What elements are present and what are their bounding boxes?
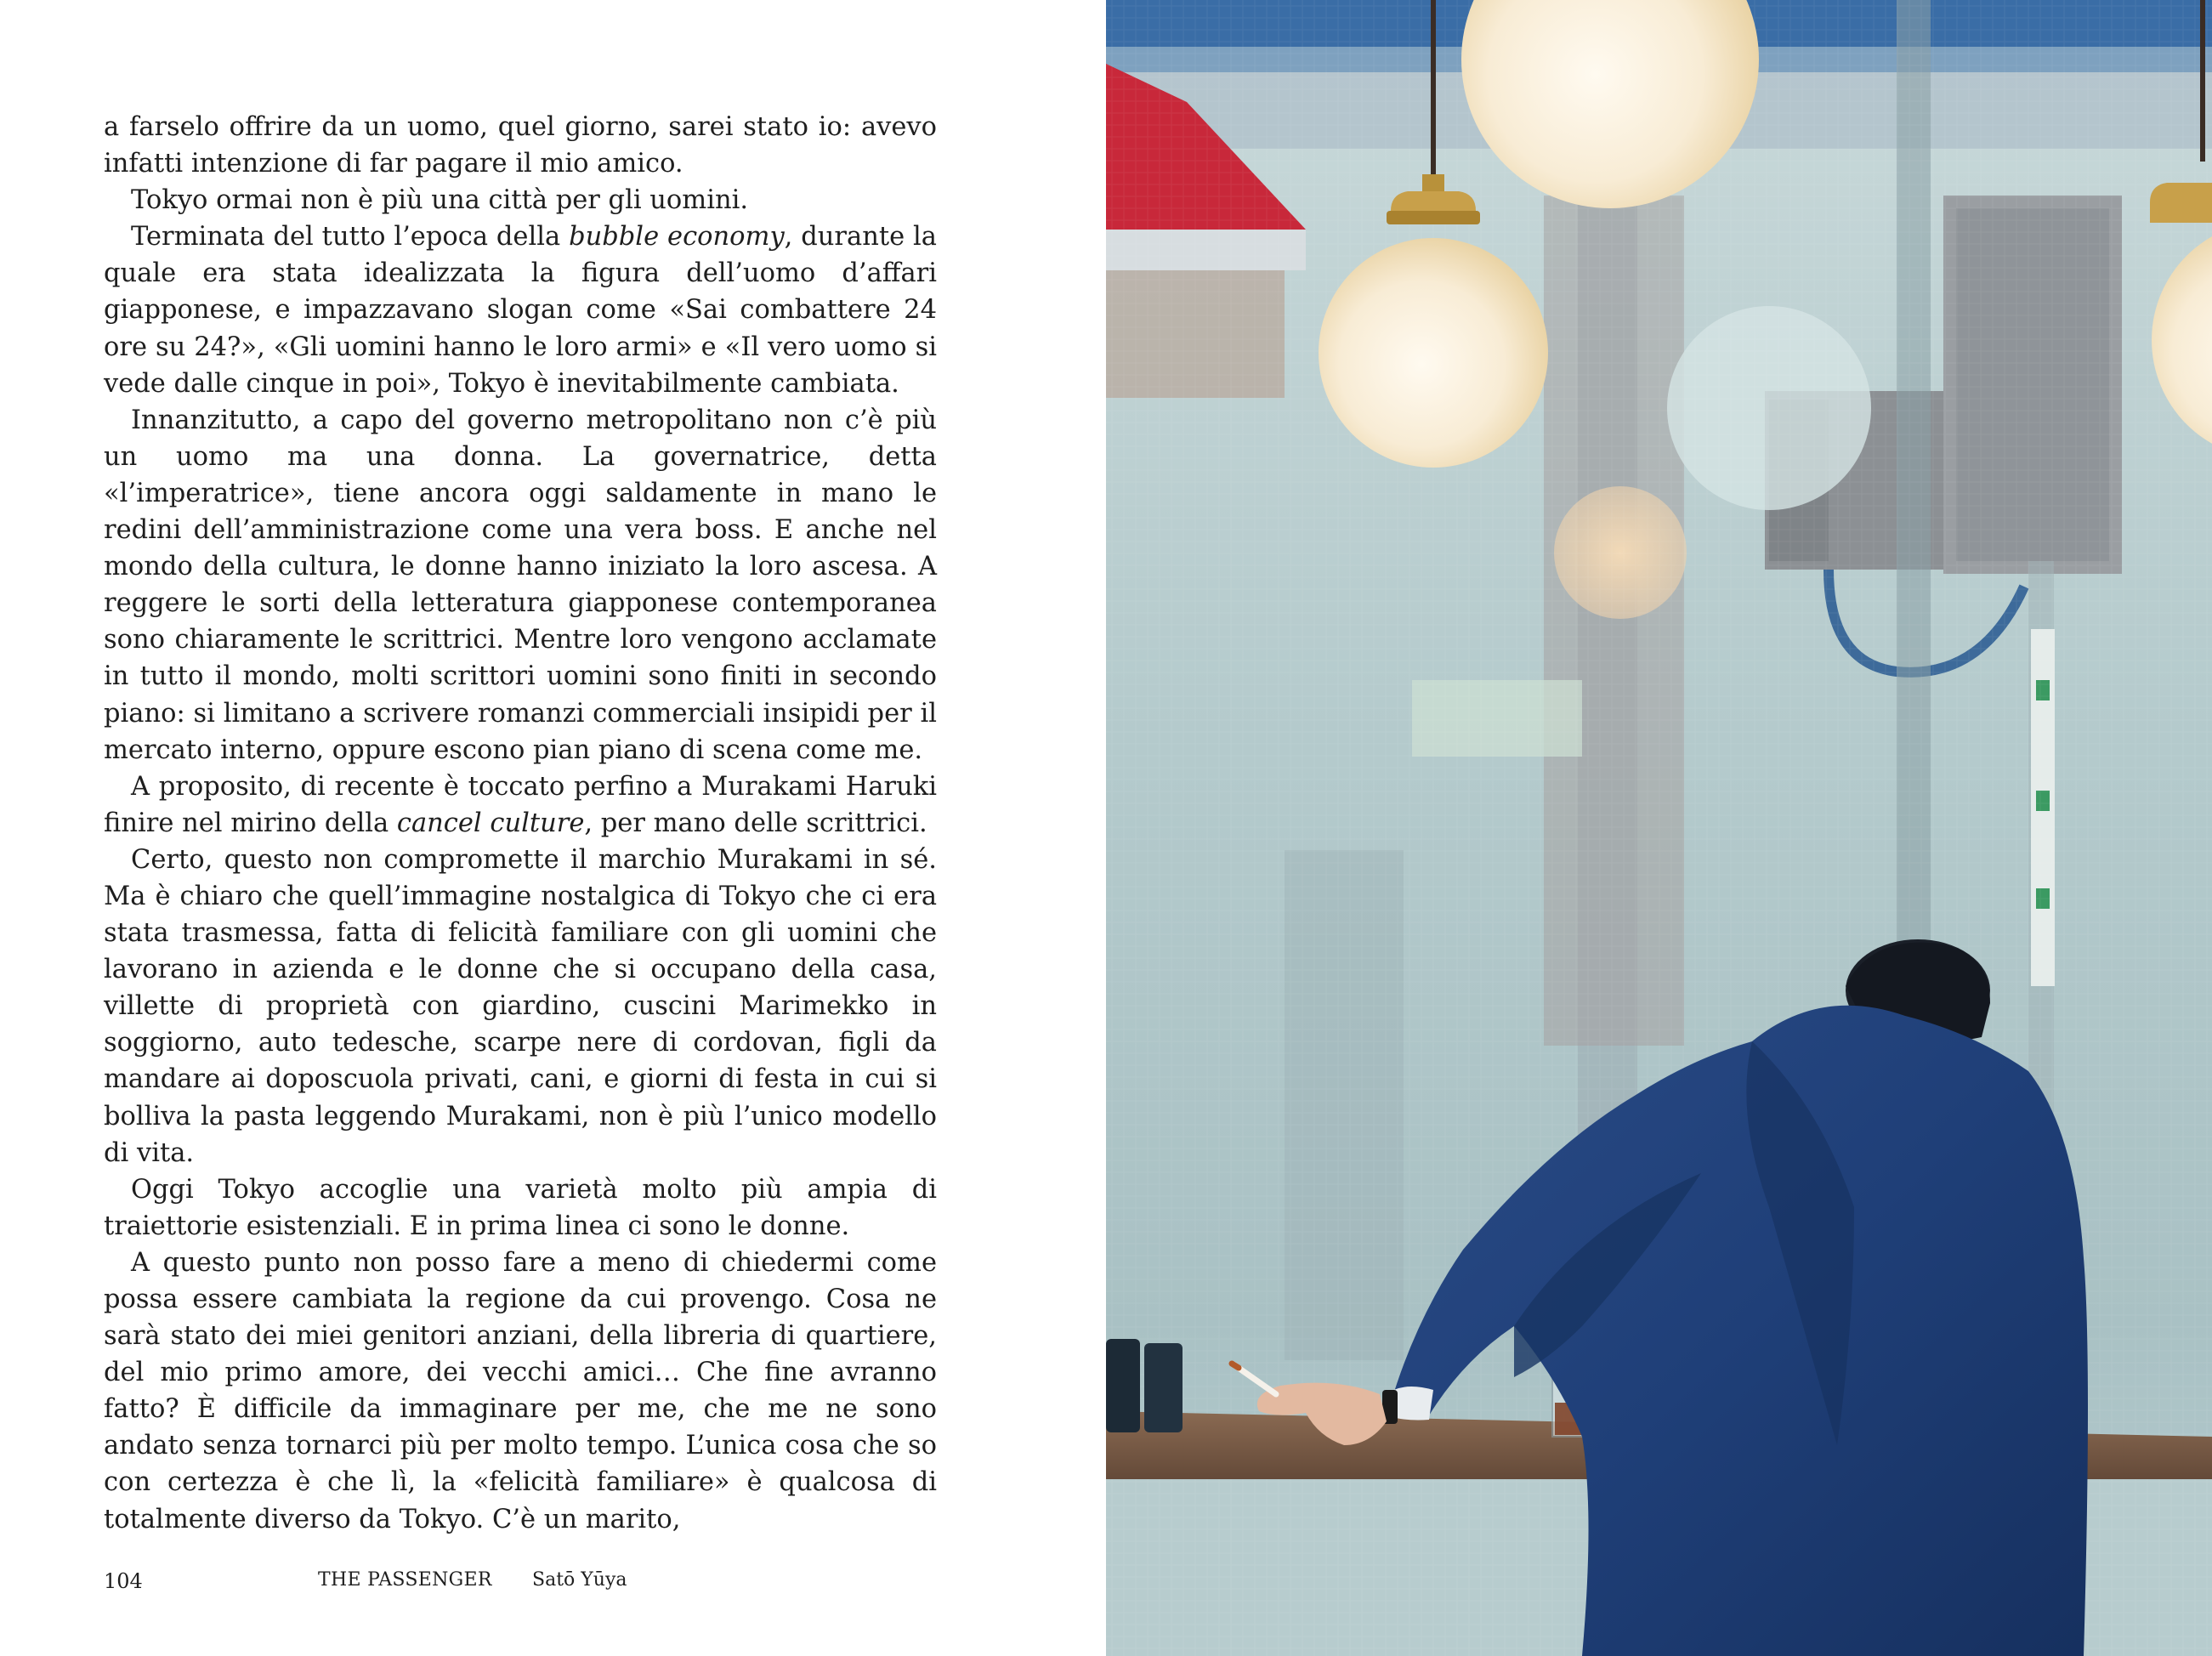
page-footer bbox=[0, 1569, 1106, 1595]
text-run: , durante la quale era stata idealizzata la figura dell’uomo d’affari giapponese, e impazzavano slogan come «Sai combattere 24 ore su 24?», «Gli uomini hanno le loro armi» e «Il vero uomo si vede dalle cinque in poi», Tokyo è inevitabilmente cambiata. bbox=[104, 222, 937, 399]
paragraph bbox=[104, 182, 937, 218]
running-author: Satō Yūya bbox=[532, 1569, 627, 1591]
text-run: , per mano delle scrittrici. bbox=[584, 808, 927, 838]
text-run: Oggi Tokyo accoglie una varietà molto più ampia di traiettorie esistenziali. E in prima linea ci sono le donne. bbox=[104, 1174, 937, 1241]
paragraph bbox=[104, 109, 937, 182]
text-run: A proposito, di recente è toccato perfino a Murakami Haruki finire nel mirino della bbox=[104, 771, 937, 838]
paragraph bbox=[104, 218, 937, 401]
text-run: A questo punto non posso fare a meno di chiedermi come possa essere cambiata la regione da cui provengo. Cosa ne sarà stato dei miei genitori anziani, della libreria di quartiere, del mio primo amore, dei vecchi amici… Che fine avranno fatto? È difficile da immaginare per me, che me ne sono andato senza tornarci più per molto tempo. L’unica cosa che so con certezza è che lì, la «felicità familiare» è qualcosa di totalmente diverso da Tokyo. C’è un marito, bbox=[104, 1247, 937, 1534]
paragraph bbox=[104, 768, 937, 842]
italic-text: bubble economy bbox=[569, 222, 785, 252]
italic-text: cancel culture bbox=[396, 808, 585, 838]
page-number: 104 bbox=[104, 1569, 143, 1593]
text-run: a farselo offrire da un uomo, quel giorno, sarei stato io: avevo infatti intenzione di far pagare il mio amico. bbox=[104, 112, 937, 179]
text-run: Certo, questo non compromette il marchio Murakami in sé. Ma è chiaro che quell’immagine nostalgica di Tokyo che ci era stata trasmessa, fatta di felicità familiare con gli uomini che lavorano in azienda e le donne che si occupano della casa, villette di proprietà con giardino, cuscini Marimekko in soggiorno, auto tedesche, scarpe nere di cordovan, figli da mandare ai doposcuola privati, cani, e giorni di festa in cui si bolliva la pasta leggendo Murakami, non è più l’unico modello di vita. bbox=[104, 844, 937, 1168]
text-run: Terminata del tutto l’epoca della bbox=[131, 222, 570, 252]
text-run: Innanzitutto, a capo del governo metropolitano non c’è più un uomo ma una donna. La governatrice, detta «l’imperatrice», tiene ancora oggi saldamente in mano le redini dell’amministrazione come una vera boss. E anche nel mondo della cultura, le donne hanno iniziato la loro ascesa. A reggere le sorti della letteratura giapponese contemporanea sono chiaramente le scrittrici. Mentre loro vengono acclamate in tutto il mondo, molti scrittori uomini sono finiti in secondo piano: si limitano a scrivere romanzi commerciali insipidi per il mercato interno, oppure escono pian piano di scena come me. bbox=[104, 405, 937, 765]
photo-illustration bbox=[1106, 0, 2212, 1656]
text-run: Tokyo ormai non è più una città per gli uomini. bbox=[131, 185, 749, 216]
running-title: THE PASSENGER bbox=[318, 1569, 492, 1591]
paragraph bbox=[104, 1171, 937, 1245]
paragraph bbox=[104, 1245, 937, 1538]
photo-man-at-bar bbox=[1106, 0, 2212, 1656]
paragraph bbox=[104, 402, 937, 768]
body-text bbox=[104, 109, 937, 1538]
paragraph bbox=[104, 842, 937, 1171]
